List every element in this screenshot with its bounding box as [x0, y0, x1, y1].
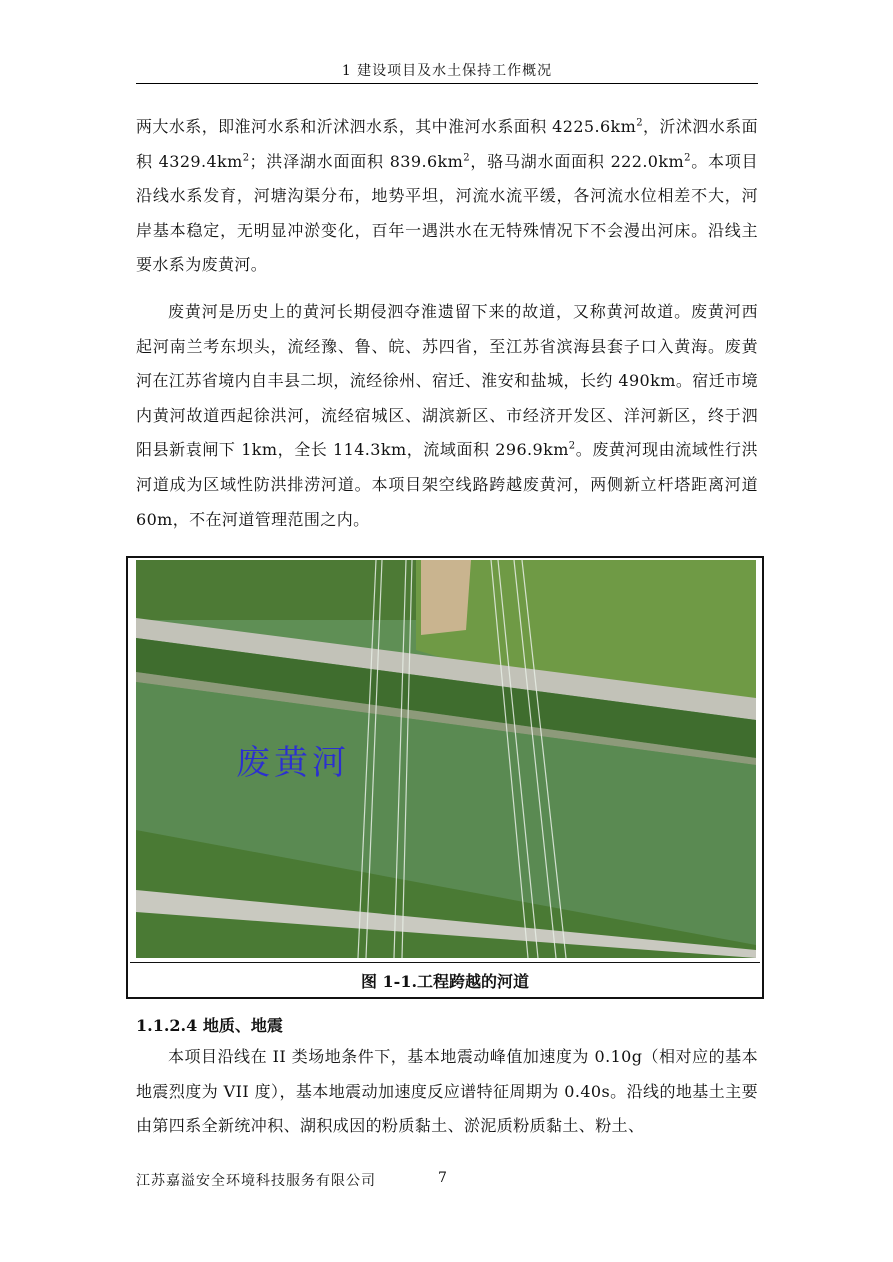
figure-river-crossing: [126, 556, 764, 999]
aerial-river-photo: [136, 560, 756, 958]
paragraph-feihuanghe: 废黄河是历史上的黄河长期侵泗夺淮遗留下来的故道，又称黄河故道。废黄河西起河南兰考东坝头，流经豫、鲁、皖、苏四省，至江苏省滨海县套子口入黄海。废黄河在江苏省境内自丰县二坝，流经徐州、宿迁、淮安和盐城，长约 490km。宿迁市境内黄河故道西起徐洪河，流经宿城区、湖滨新区、市经济开发区、洋河新区，终于泗阳县新袁闸下 1km，全长 114.3km，流域面积 $296.9km^2$。废黄河现由流域性行洪河道成为区域性防洪排涝河道。本项目架空线路跨越废黄河，两侧新立杆塔距离河道 60m，不在河道管理范围之内。: [136, 302, 759, 529]
paragraph-seismic: 本项目沿线在 II 类场地条件下，基本地震动峰值加速度为 0.10g（相对应的基本地震烈度为 VII 度），基本地震动加速度反应谱特征周期为 0.40s。沿线的地基土主要由第四系全新统冲积、湖积成因的粉质黏土、淤泥质粉质黏土、粉土、: [136, 1047, 758, 1136]
header-divider: [136, 83, 758, 84]
page-header: 1 建设项目及水土保持工作概况: [341, 63, 553, 79]
section-heading-geology: 1.1.2.4 地质、地震: [136, 1016, 283, 1035]
footer-company: 江苏嘉溢安全环境科技服务有限公司: [136, 1173, 376, 1189]
paragraph-water-systems: 两大水系，即淮河水系和沂沭泗水系，其中淮河水系面积 $4225.6km^2$，沂沭泗水系面积 $4329.4km^2$；洪泽湖水面面积 $839.6km^2$，骆马湖水面面积 $222.0km^2$。本项目沿线水系发育，河塘沟渠分布，地势平坦，河流水流平缓，各河流水位相差不大，河岸基本稳定，无明显冲淤变化，百年一遇洪水在无特殊情况下不会漫出河床。沿线主要水系为废黄河。: [136, 117, 758, 275]
caption-divider: [130, 962, 760, 963]
figure-caption: 图 1-1.工程跨越的河道: [360, 972, 530, 991]
page-number: 7: [438, 1170, 447, 1186]
river-name-label: 废黄河: [236, 743, 350, 783]
